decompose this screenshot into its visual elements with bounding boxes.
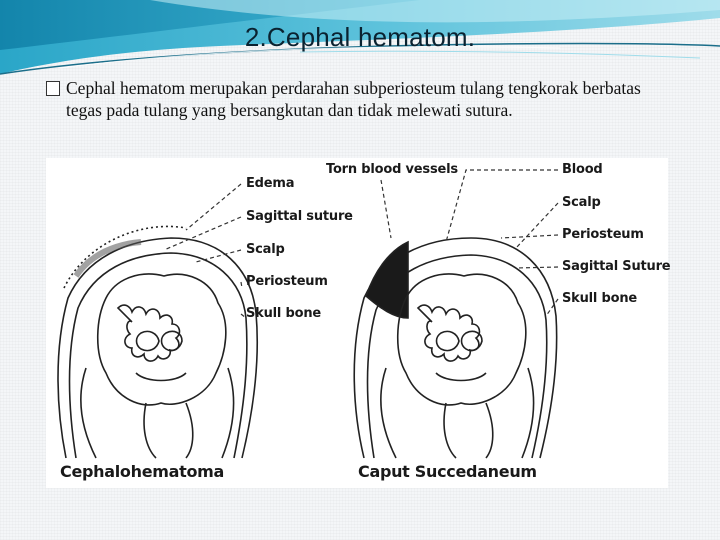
label-sagittal-suture-right: Sagittal Suture	[562, 259, 671, 274]
slide-title: 2.Cephal hematom.	[244, 22, 476, 52]
label-periosteum-right: Periosteum	[562, 227, 644, 242]
label-scalp-right: Scalp	[562, 195, 601, 210]
label-skull-bone-right: Skull bone	[562, 291, 638, 306]
label-blood: Blood	[562, 162, 603, 177]
label-torn-blood-vessels: Torn blood vessels	[326, 162, 458, 177]
label-sagittal-suture-left: Sagittal suture	[246, 209, 353, 224]
anatomy-figure	[46, 158, 671, 488]
caption-cephalohematoma: Cephalohematoma	[60, 462, 225, 481]
caption-caput-succedaneum: Caput Succedaneum	[358, 462, 537, 481]
bullet-square-icon	[46, 81, 60, 96]
bullet-text: Cephal hematom merupakan perdarahan subperiosteum tulang tengkorak berbatas tegas pada tulang yang bersangkutan dan tidak melewati sutura.	[66, 78, 641, 120]
label-periosteum-left: Periosteum	[246, 274, 328, 289]
label-scalp-left: Scalp	[246, 242, 285, 257]
bullet-item	[46, 78, 666, 121]
label-edema: Edema	[246, 176, 295, 191]
label-skull-bone-left: Skull bone	[246, 306, 322, 321]
